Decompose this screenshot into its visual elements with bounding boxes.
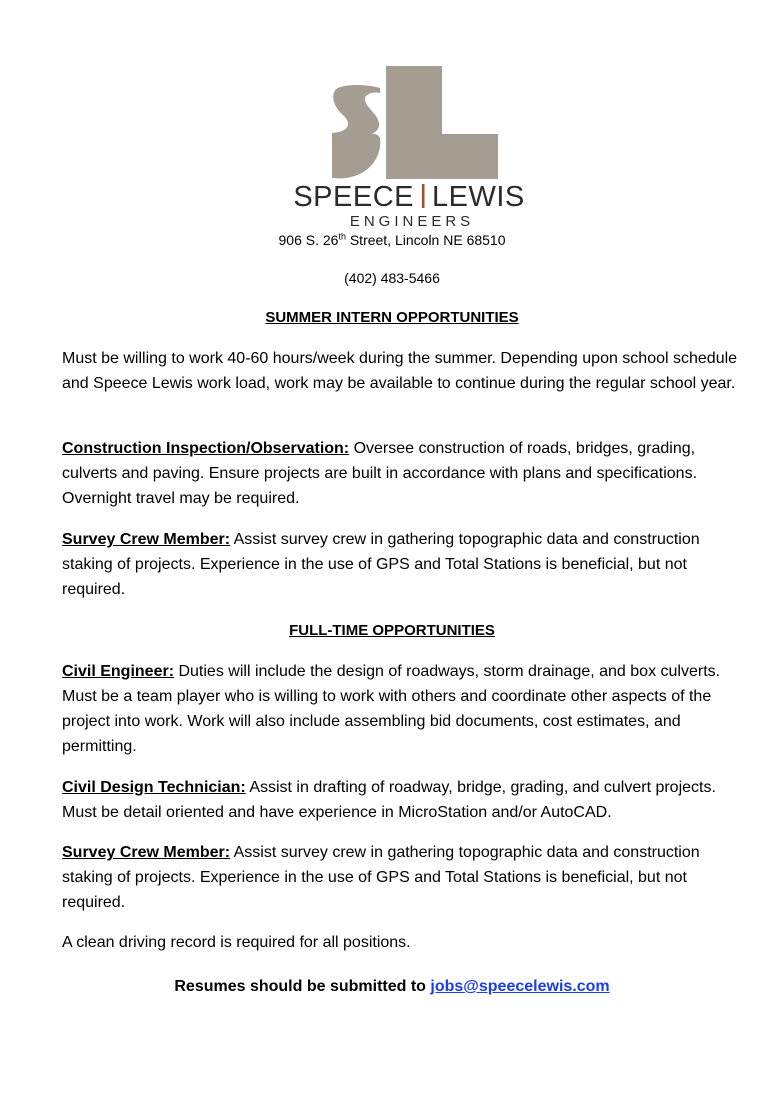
logo-divider (422, 184, 425, 208)
company-phone: (402) 483-5466 (344, 270, 440, 286)
address-ordinal: th (338, 231, 346, 242)
logo-s-shape (332, 85, 380, 136)
logo-wordmark-left: SPEECE (293, 181, 414, 213)
role-title: Civil Design Technician: (62, 779, 246, 796)
company-logo (286, 66, 538, 229)
summer-heading: SUMMER INTERN OPPORTUNITIES (265, 309, 519, 326)
role-civil-engineer (62, 659, 742, 759)
role-title: Survey Crew Member: (62, 844, 231, 861)
role-civil-design-technician (62, 775, 742, 825)
role-title: Survey Crew Member: (62, 531, 231, 548)
resume-submission (0, 975, 784, 999)
resume-text: Resumes should be submitted to (174, 978, 431, 995)
role-description: Assist survey crew in gathering topographic data and construction staking of projects. Experience in the use of GPS and Total Stations is beneficial, but not required. (62, 531, 700, 598)
role-construction-inspection (62, 436, 742, 511)
address-rest: Street, Lincoln NE 68510 (345, 232, 506, 248)
role-title: Construction Inspection/Observation: (62, 440, 350, 457)
role-description: Assist survey crew in gathering topographic data and construction staking of projects. Experience in the use of GPS and Total Stations is beneficial, but not required. (62, 844, 700, 911)
address-street-number: 906 S. 26 (278, 232, 339, 248)
driving-record-note: A clean driving record is required for all positions. (62, 934, 411, 951)
fulltime-heading: FULL-TIME OPPORTUNITIES (289, 622, 495, 639)
logo-tagline: ENGINEERS (349, 213, 475, 229)
role-description: Oversee construction of roads, bridges, grading, culverts and paving. Ensure projects are built in accordance with plans and specifications. Overnight travel may be required. (62, 440, 698, 507)
logo-s-bottom (332, 133, 380, 178)
role-survey-crew-intern (62, 527, 742, 602)
role-survey-crew-fulltime (62, 840, 742, 915)
email-link[interactable]: jobs@speecelewis.com (430, 978, 610, 995)
summer-intro: Must be willing to work 40-60 hours/week during the summer. Depending upon school schedule and Speece Lewis work load, work may be available to continue during the regular school year. (62, 350, 738, 392)
role-description: Duties will include the design of roadways, storm drainage, and box culverts. Must be a team player who is willing to work with others and coordinate other aspects of the project into work. Work will also include assembling bid documents, cost estimates, and permitting. (62, 663, 721, 755)
speece-lewis-logo-mark (286, 66, 538, 229)
logo-wordmark-right: LEWIS (432, 181, 525, 213)
company-address (0, 230, 784, 250)
logo-l-shape (386, 66, 498, 179)
role-title: Civil Engineer: (62, 663, 175, 680)
role-description: Assist in drafting of roadway, bridge, grading, and culvert projects. Must be detail oriented and have experience in MicroStation and/or AutoCAD. (62, 779, 716, 821)
